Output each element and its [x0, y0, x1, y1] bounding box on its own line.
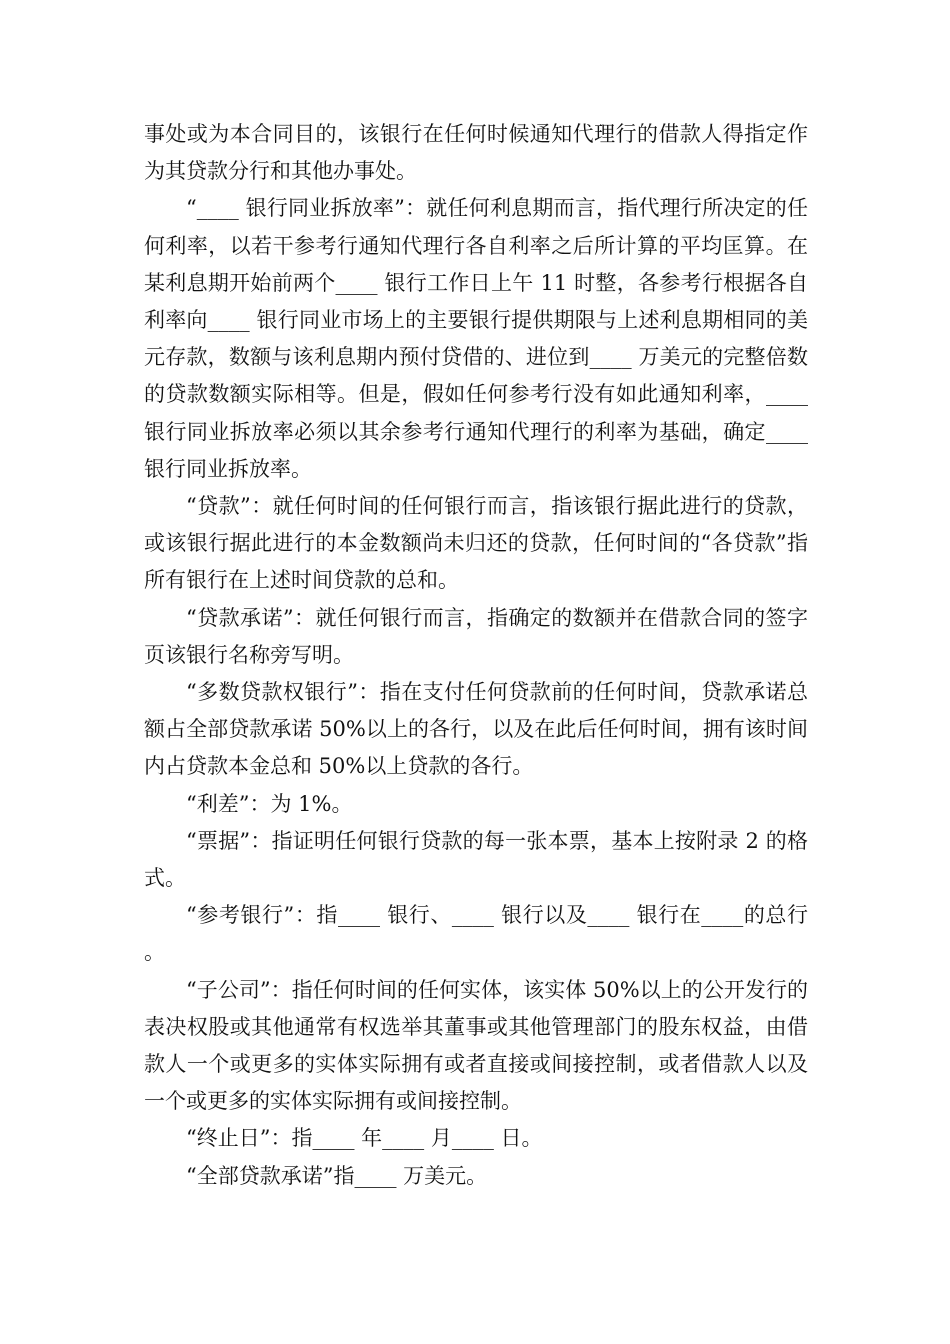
paragraph-majority-banks-definition: “多数贷款权银行”：指在支付任何贷款前的任何时间，贷款承诺总额占全部贷款承诺 50%以上的各行，以及在此后任何时间，拥有该时间内占贷款本金总和 50%以上贷款的各行。 [144, 680, 808, 779]
paragraph-interbank-rate-definition: “____ 银行同业拆放率”：就任何利息期而言，指代理行所决定的任何利率，以若干参考行通知代理行各自利率之后所计算的平均匡算。在某利息期开始前两个____ 银行工作日上午 11 时整，各参考行根据各自利率向____ 银行同业市场上的主要银行提供期限与上述利息期相同的美元存款，数额与该利息期内预付贷借的、进位到____ 万美元的完整倍数的贷款数额实际相等。但是，假如任何参考行没有如此通知利率，____ 银行同业拆放率必须以其余参考行通知代理行的利率为基础，确定____ 银行同业拆放率。 [144, 196, 808, 481]
paragraph-subsidiary-definition: “子公司”：指任何时间的任何实体，该实体 50%以上的公开发行的表决权股或其他通常有权选举其董事或其他管理部门的股东权益，由借款人一个或更多的实体实际拥有或者直接或间接控制，或者借款人以及一个或更多的实体实际拥有或间接控制。 [144, 977, 808, 1114]
paragraph-office-continuation: 事处或为本合同目的，该银行在任何时候通知代理行的借款人得指定作为其贷款分行和其他办事处。 [144, 122, 808, 184]
paragraph-margin-definition: “利差”：为 1%。 [186, 791, 353, 816]
paragraph-reference-banks-definition: “参考银行”：指____ 银行、____ 银行以及____ 银行在____的总行。 [144, 903, 808, 965]
paragraph-termination-date-definition: “终止日”：指____ 年____ 月____ 日。 [186, 1126, 543, 1151]
paragraph-loan-commitment-definition: “贷款承诺”：就任何银行而言，指确定的数额并在借款合同的签字页该银行名称旁写明。 [144, 605, 808, 667]
paragraph-loan-definition: “贷款”：就任何时间的任何银行而言，指该银行据此进行的贷款，或该银行据此进行的本金数额尚未归还的贷款，任何时间的“各贷款”指所有银行在上述时间贷款的总和。 [144, 494, 808, 593]
document-page [144, 116, 808, 1195]
paragraph-total-commitment-definition: “全部贷款承诺”指____ 万美元。 [186, 1163, 488, 1188]
paragraph-notes-definition: “票据”：指证明任何银行贷款的每一张本票，基本上按附录 2 的格式。 [144, 828, 808, 891]
